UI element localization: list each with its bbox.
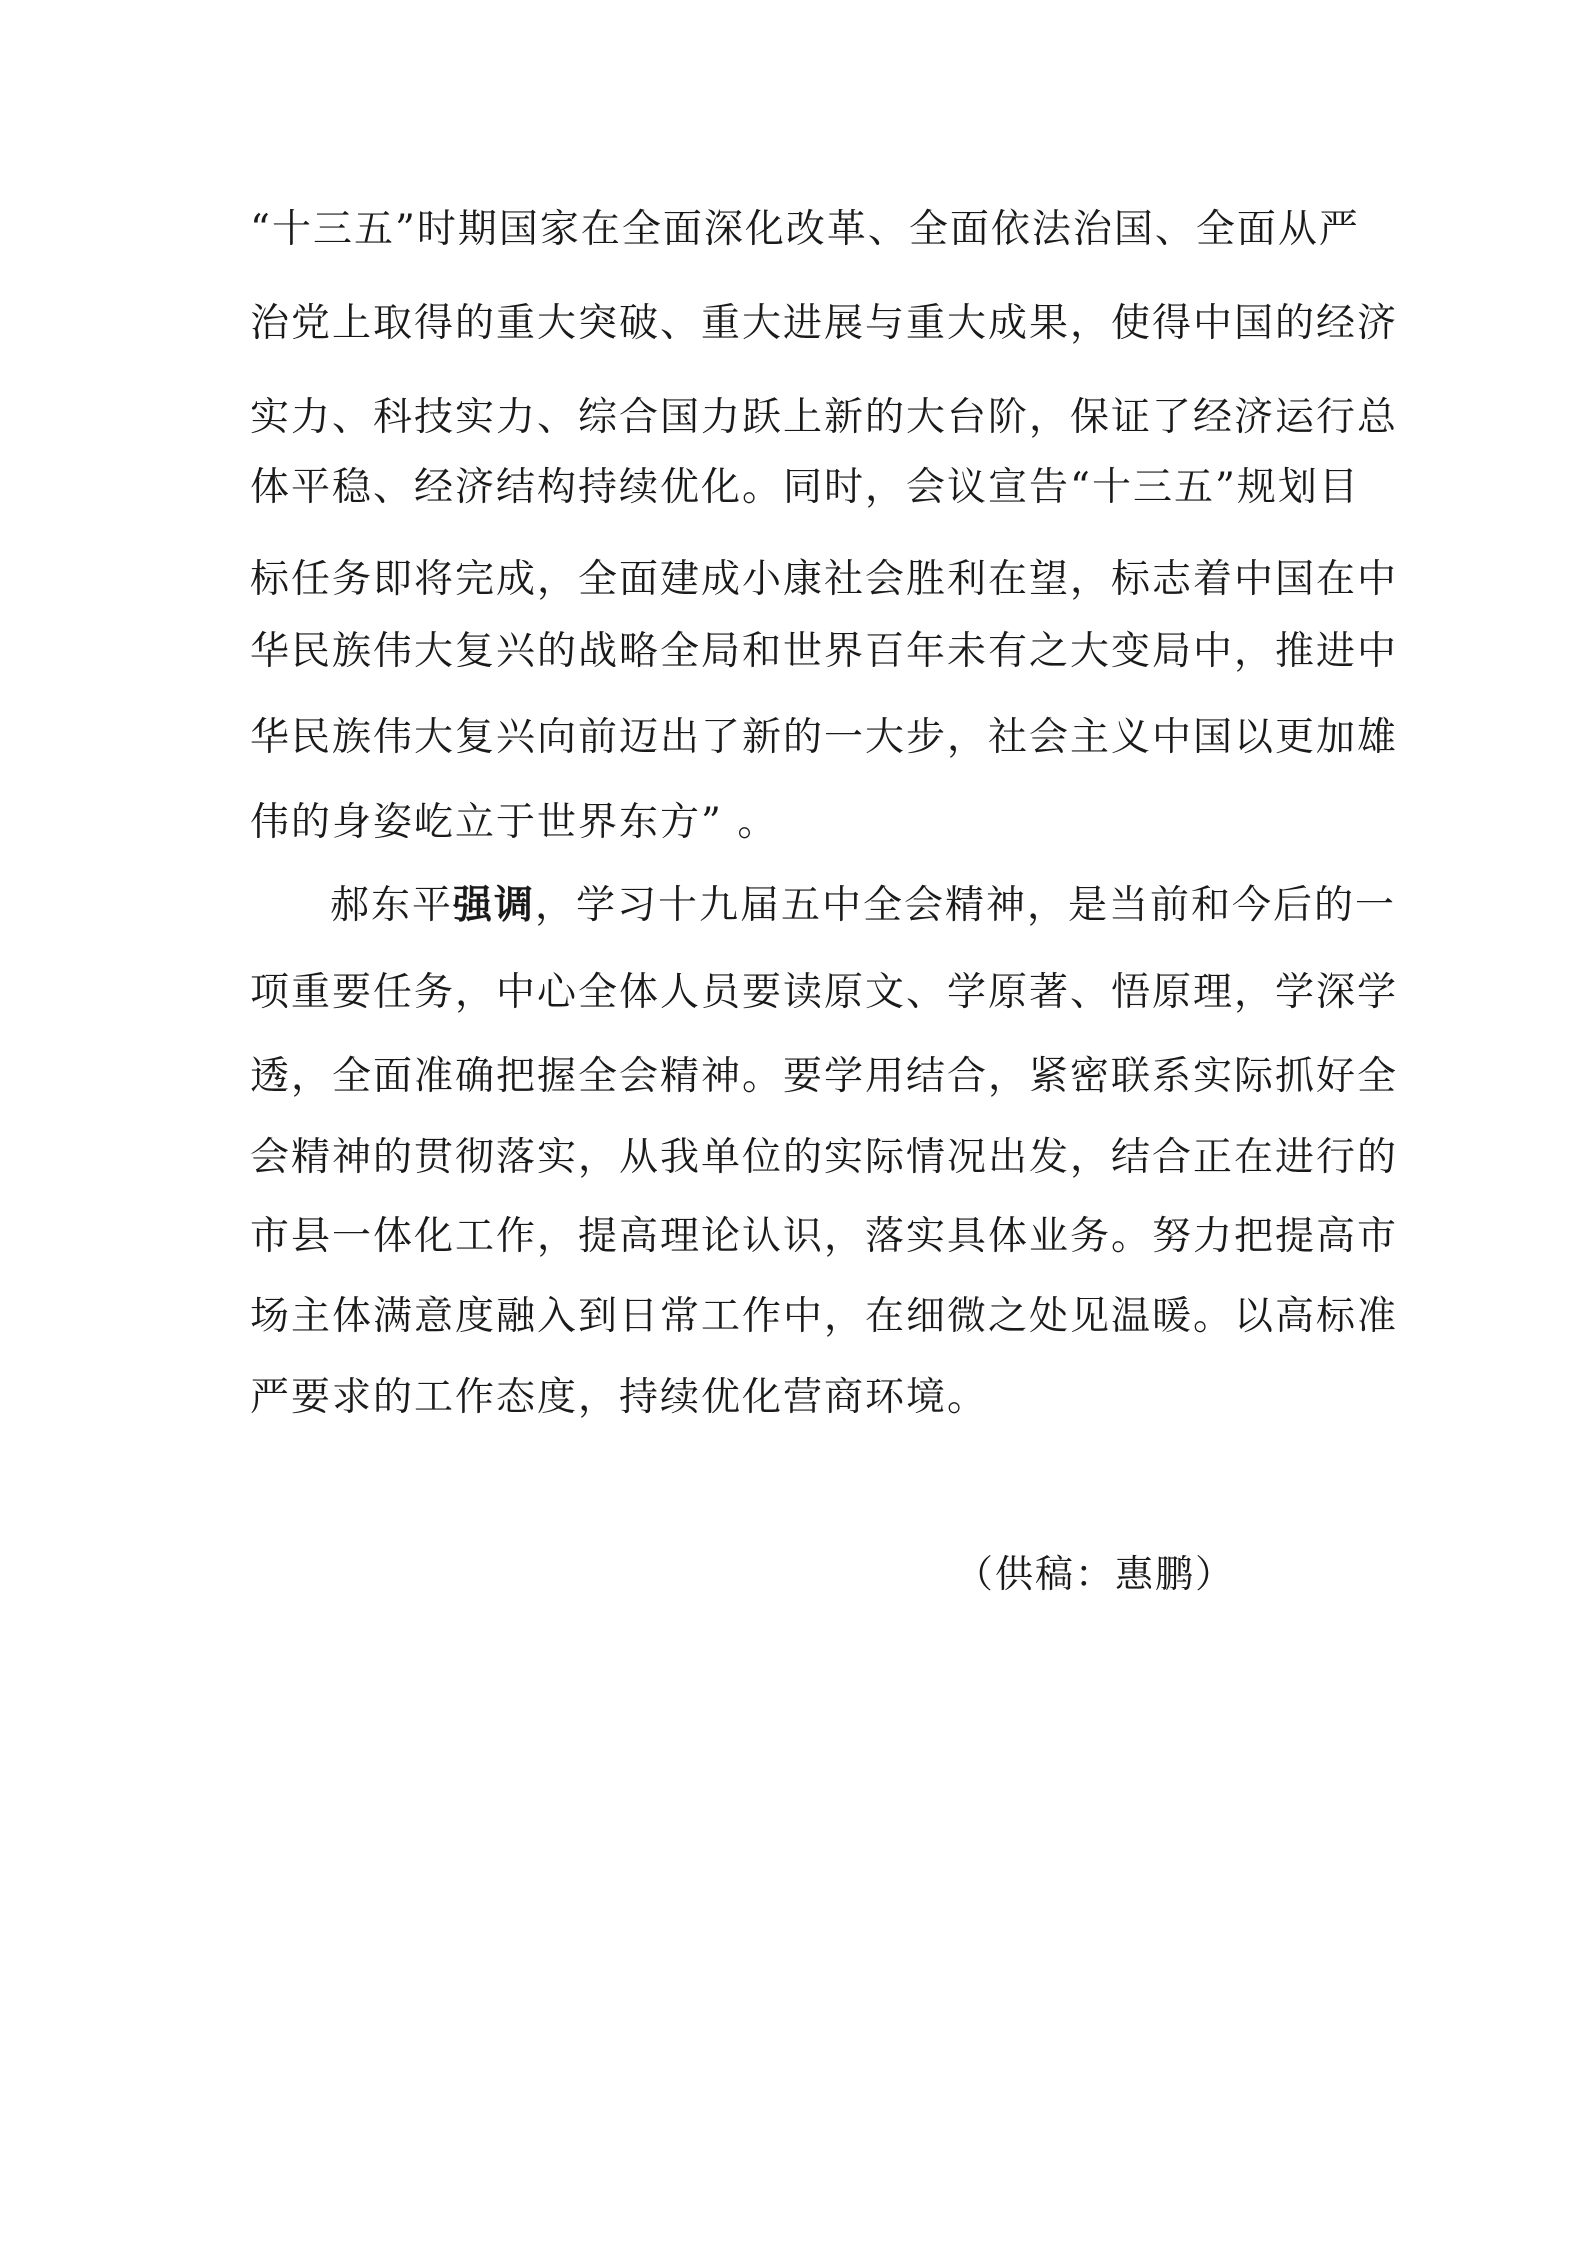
paragraph-1-line: 华民族伟大复兴向前迈出了新的一大步，社会主义中国以更加雄 [250, 715, 1399, 760]
paragraph-2-line: 场主体满意度融入到日常工作中，在细微之处见温暖。以高标准 [250, 1294, 1399, 1339]
paragraph-2-line: 项重要任务，中心全体人员要读原文、学原著、悟原理，学深学 [250, 970, 1399, 1015]
paragraph-2-first-line [330, 880, 1396, 931]
emphasis-text: 强调 [453, 882, 536, 928]
paragraph-1-line: 体平稳、经济结构持续优化。同时，会议宣告“十三五”规划目 [250, 465, 1360, 510]
contributor-credit: （供稿：惠鹏） [955, 1552, 1236, 1596]
paragraph-2-line: 严要求的工作态度，持续优化营商环境。 [250, 1375, 989, 1420]
speaker-name: 郝东平 [330, 883, 454, 928]
paragraph-2-line: 透，全面准确把握全会精神。要学用结合，紧密联系实际抓好全 [250, 1054, 1399, 1099]
paragraph-1-line: “十三五”时期国家在全面深化改革、全面依法治国、全面从严 [250, 207, 1360, 252]
paragraph-1-line: 伟的身姿屹立于世界东方” 。 [250, 800, 779, 845]
paragraph-1-line: 标任务即将完成，全面建成小康社会胜利在望，标志着中国在中 [250, 557, 1399, 602]
first-line-rest: ，学习十九届五中全会精神，是当前和今后的一 [535, 883, 1397, 928]
paragraph-2-line: 会精神的贯彻落实，从我单位的实际情况出发，结合正在进行的 [250, 1135, 1399, 1180]
paragraph-2-line: 市县一体化工作，提高理论认识，落实具体业务。努力把提高市 [250, 1214, 1399, 1259]
paragraph-1-line: 华民族伟大复兴的战略全局和世界百年未有之大变局中，推进中 [250, 629, 1399, 674]
paragraph-1-line: 实力、科技实力、综合国力跃上新的大台阶，保证了经济运行总 [250, 395, 1399, 440]
paragraph-1-line: 治党上取得的重大突破、重大进展与重大成果，使得中国的经济 [250, 301, 1399, 346]
